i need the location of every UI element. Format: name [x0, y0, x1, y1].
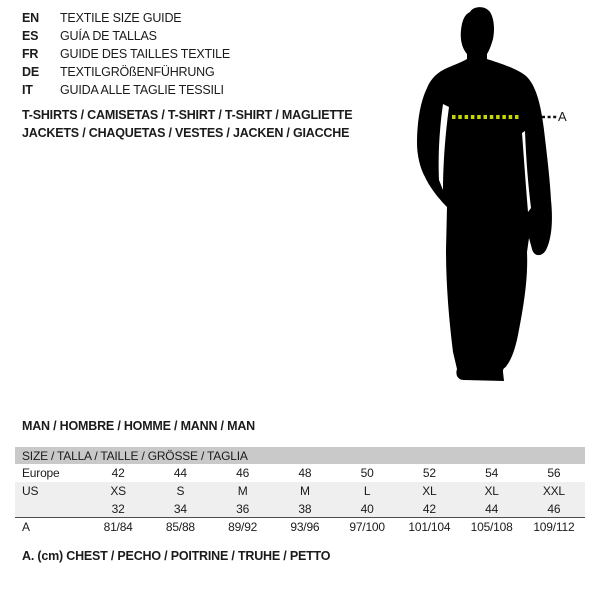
table-cell: 56	[547, 466, 561, 480]
category-jackets: JACKETS / CHAQUETAS / VESTES / JACKEN / GIACCHE	[22, 126, 350, 140]
table-cell: 89/92	[228, 520, 258, 534]
row-label: A	[22, 520, 30, 534]
table-cell: 38	[298, 501, 312, 516]
table-cell: 50	[360, 466, 374, 480]
language-row	[22, 81, 230, 99]
table-cell: 109/112	[533, 520, 575, 534]
table-cell: 97/100	[349, 520, 385, 534]
table-cell: 42	[422, 501, 436, 516]
language-row	[22, 45, 230, 63]
man-silhouette	[417, 7, 552, 381]
category-tshirts: T-SHIRTS / CAMISETAS / T-SHIRT / T-SHIRT / MAGLIETTE	[22, 108, 353, 122]
language-list	[22, 9, 230, 99]
table-cell: S	[176, 484, 185, 498]
table-header-label: SIZE / TALLA / TAILLE / GRÖSSE / TAGLIA	[22, 448, 248, 463]
language-label: TEXTILE SIZE GUIDE	[60, 11, 182, 25]
table-row-us	[15, 482, 585, 500]
garment-categories	[22, 106, 352, 142]
arm-body-gap-left	[439, 104, 449, 190]
language-label: GUÍA DE TALLAS	[60, 29, 157, 43]
table-cell: 36	[236, 501, 250, 516]
table-cell: XS	[110, 484, 126, 498]
table-row-chest	[15, 517, 585, 536]
table-cell: 52	[422, 466, 436, 480]
language-row	[22, 27, 230, 45]
table-cell: 44	[485, 501, 499, 516]
table-row-europe	[15, 464, 585, 482]
footnote-chest: A. (cm) CHEST / PECHO / POITRINE / TRUHE / PETTO	[22, 549, 331, 563]
language-label: GUIDE DES TAILLES TEXTILE	[60, 47, 231, 61]
table-cell: M	[299, 484, 310, 498]
language-row	[22, 63, 230, 81]
table-cell: 40	[360, 501, 374, 516]
table-cell: 48	[298, 466, 312, 480]
language-code: DE	[22, 65, 39, 79]
language-code: IT	[22, 83, 33, 97]
language-label: TEXTILGRÖßENFÜHRUNG	[60, 65, 215, 79]
table-cell: 46	[236, 466, 250, 480]
table-cell: 81/84	[103, 520, 133, 534]
row-label: Europe	[22, 466, 60, 480]
row-label: US	[22, 484, 39, 498]
table-cell: M	[237, 484, 248, 498]
table-cell: 85/88	[165, 520, 195, 534]
language-code: FR	[22, 47, 39, 61]
table-row-us-numeric	[15, 500, 585, 517]
table-cell: 93/96	[290, 520, 320, 534]
table-cell: L	[363, 484, 371, 498]
table-cell: 34	[173, 501, 187, 516]
table-cell: XL	[484, 484, 499, 498]
table-cell: 32	[111, 501, 125, 516]
table-cell: 105/108	[470, 520, 513, 534]
table-cell: 44	[173, 466, 187, 480]
language-code: EN	[22, 11, 39, 25]
measure-label-a: A	[558, 109, 567, 124]
section-title-man: MAN / HOMBRE / HOMME / MANN / MAN	[22, 419, 255, 433]
table-cell: 46	[547, 501, 561, 516]
table-cell: 54	[485, 466, 499, 480]
language-label: GUIDA ALLE TAGLIE TESSILI	[60, 83, 224, 97]
table-cell: XXL	[542, 484, 565, 498]
table-header	[15, 447, 585, 464]
size-table	[15, 447, 585, 536]
table-cell: 101/104	[408, 520, 451, 534]
table-cell: 42	[111, 466, 125, 480]
arm-body-gap-right	[522, 131, 531, 212]
language-row	[22, 9, 230, 27]
language-code: ES	[22, 29, 39, 43]
table-cell: XL	[422, 484, 437, 498]
